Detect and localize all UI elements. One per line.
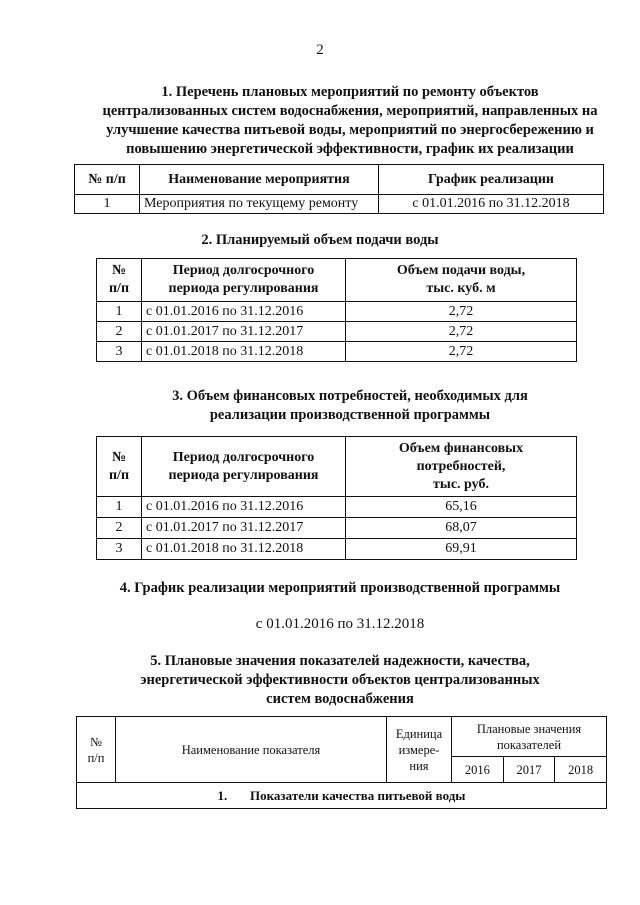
table-row bbox=[75, 195, 604, 214]
header-finance bbox=[346, 437, 577, 497]
cell-finance: 65,16 bbox=[346, 497, 577, 518]
cell-num: 1 bbox=[97, 497, 142, 518]
section-5-title bbox=[40, 652, 640, 709]
section-3-table bbox=[96, 436, 577, 560]
section-5-table bbox=[76, 716, 607, 809]
header-line: Объем подачи воды, bbox=[396, 263, 526, 278]
table-row bbox=[97, 518, 577, 539]
table-row bbox=[97, 539, 577, 560]
table-header-row bbox=[97, 259, 577, 302]
table-header-row bbox=[75, 165, 604, 195]
cell-volume: 2,72 bbox=[346, 322, 577, 342]
cell-volume: 2,72 bbox=[346, 302, 577, 322]
section-3-title-line: 3. Объем финансовых потребностей, необходимых для bbox=[172, 388, 528, 404]
header-unit bbox=[387, 717, 452, 783]
header-line: Единица bbox=[395, 726, 443, 741]
header-line: Плановые значения bbox=[476, 721, 582, 736]
cell-period: с 01.01.2017 по 31.12.2017 bbox=[142, 322, 346, 342]
table-row bbox=[97, 322, 577, 342]
header-volume bbox=[346, 259, 577, 302]
cell-period: с 01.01.2018 по 31.12.2018 bbox=[142, 342, 346, 362]
header-line: тыс. руб. bbox=[433, 476, 489, 492]
header-line: измере- bbox=[398, 742, 440, 757]
cell-finance: 69,91 bbox=[346, 539, 577, 560]
header-line: периода регулирования bbox=[168, 281, 319, 296]
table-row bbox=[97, 497, 577, 518]
cell-volume: 2,72 bbox=[346, 342, 577, 362]
header-line: потребностей, bbox=[416, 458, 506, 474]
header-line: ния bbox=[409, 758, 429, 773]
header-line: п/п bbox=[87, 750, 105, 765]
header-num bbox=[97, 437, 142, 497]
section-row-number: 1. bbox=[217, 787, 228, 803]
cell-finance: 68,07 bbox=[346, 518, 577, 539]
header-indicator-name: Наименование показателя bbox=[116, 717, 387, 783]
cell-num: 3 bbox=[97, 342, 142, 362]
section-1-table bbox=[74, 164, 604, 214]
section-1-title bbox=[60, 83, 640, 159]
cell-num: 2 bbox=[97, 322, 142, 342]
header-period bbox=[142, 259, 346, 302]
header-plan-values bbox=[452, 717, 607, 757]
cell-period: с 01.01.2016 по 31.12.2016 bbox=[142, 497, 346, 518]
section-1-title-line: централизованных систем водоснабжения, мероприятий, направленных на bbox=[102, 103, 598, 119]
cell-num: 1 bbox=[75, 195, 140, 214]
header-line: № bbox=[111, 263, 127, 278]
header-num bbox=[97, 259, 142, 302]
header-line: периода регулирования bbox=[168, 467, 319, 483]
header-line: № bbox=[90, 734, 102, 749]
section-2-table bbox=[96, 258, 577, 362]
header-activity: Наименование мероприятия bbox=[140, 165, 379, 195]
section-2-title: 2. Планируемый объем подачи воды bbox=[201, 232, 439, 248]
header-line: показателей bbox=[496, 737, 562, 752]
cell-num: 1 bbox=[97, 302, 142, 322]
section-3-title-line: реализации производственной программы bbox=[209, 407, 491, 423]
section-4-title: 4. График реализации мероприятий производственной программы bbox=[119, 580, 561, 596]
header-period bbox=[142, 437, 346, 497]
section-5-title-line: 5. Плановые значения показателей надежности, качества, bbox=[150, 653, 530, 669]
cell-num: 2 bbox=[97, 518, 142, 539]
header-line: тыс. куб. м bbox=[426, 281, 496, 296]
header-schedule: График реализации bbox=[379, 165, 604, 195]
header-line: п/п bbox=[108, 467, 130, 483]
header-year: 2016 bbox=[452, 757, 504, 783]
header-line: № bbox=[111, 449, 127, 465]
header-line: п/п bbox=[108, 281, 130, 296]
cell-period: с 01.01.2016 по 31.12.2016 bbox=[142, 302, 346, 322]
table-header-row bbox=[77, 717, 607, 757]
section-1-title-line: улучшение качества питьевой воды, мероприятий по энергосбережению и bbox=[106, 122, 594, 138]
table-header-row bbox=[97, 437, 577, 497]
cell-period: с 01.01.2017 по 31.12.2017 bbox=[142, 518, 346, 539]
header-year: 2017 bbox=[503, 757, 555, 783]
page-number: 2 bbox=[316, 42, 324, 58]
section-1-title-line: повышению энергетической эффективности, график их реализации bbox=[126, 141, 574, 157]
section-4-period: с 01.01.2016 по 31.12.2018 bbox=[255, 616, 425, 632]
cell-period: с 01.01.2018 по 31.12.2018 bbox=[142, 539, 346, 560]
header-line: Период долгосрочного bbox=[172, 263, 315, 278]
section-3-title bbox=[60, 387, 640, 425]
section-1-title-line: 1. Перечень плановых мероприятий по ремонту объектов bbox=[161, 84, 539, 100]
header-line: Период долгосрочного bbox=[172, 449, 315, 465]
section-5-title-line: систем водоснабжения bbox=[266, 691, 414, 707]
table-row bbox=[97, 302, 577, 322]
cell-activity: Мероприятия по текущему ремонту bbox=[140, 195, 379, 214]
section-row-quality bbox=[77, 783, 607, 809]
header-line: Объем финансовых bbox=[398, 440, 524, 456]
header-num: № п/п bbox=[75, 165, 140, 195]
header-num bbox=[77, 717, 116, 783]
header-year: 2018 bbox=[555, 757, 607, 783]
table-row bbox=[97, 342, 577, 362]
section-5-title-line: энергетической эффективности объектов централизованных bbox=[140, 672, 540, 688]
cell-schedule: с 01.01.2016 по 31.12.2018 bbox=[379, 195, 604, 214]
section-row-label: Показатели качества питьевой воды bbox=[250, 787, 466, 803]
table-section-row bbox=[77, 783, 607, 809]
cell-num: 3 bbox=[97, 539, 142, 560]
